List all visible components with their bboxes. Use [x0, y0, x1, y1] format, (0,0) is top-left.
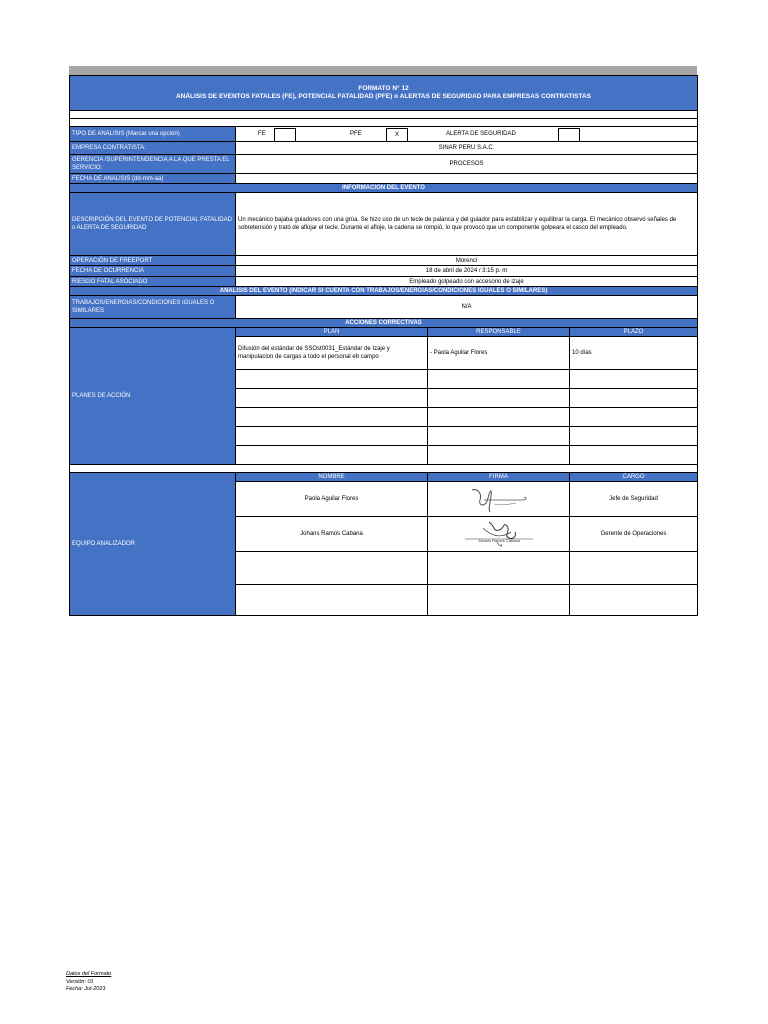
title-row: [70, 76, 698, 111]
planes-accion-label: PLANES DE ACCIÓN: [70, 328, 236, 465]
descripcion-value: Un mecánico bajaba guiadores con una grúa. Se hizo uso de un tecle de palanca y del guiador para estabilizar y equilibrar la carga. El mecánico observó señales de sobretensión y trató de aflojar el tecle. Durante el afloje, la cadena se rompió, lo que provocó que un componente golpeara el casco del empleado.: [236, 193, 698, 256]
plazo-cell: 10 días: [570, 337, 698, 370]
plan-cell: [236, 446, 428, 465]
analisis-evento-title: ANALISIS DEL EVENTO (INDICAR SI CUENTA CON TRABAJOS/ENERGIAS/CONDICIONES IGUALES O SIMILARES): [70, 287, 698, 296]
signature-stamp-image: [459, 518, 539, 550]
fe-checkbox[interactable]: [274, 128, 296, 142]
equipo-analizador-label: EQUIPO ANALIZADOR: [70, 473, 236, 616]
gerencia-label: GERENCIA /SUPERINTENDENCIA A LA QUE PRESTA EL SERVICIO:: [70, 155, 236, 174]
plazo-cell: [570, 370, 698, 389]
analisis-evento-label: TRABAJOS/ENERGIAS/CONDICIONES IGUALES O SIMILARES: [70, 296, 236, 319]
col-plazo: PLAZO: [570, 328, 698, 337]
form-title: FORMATO N° 12 ANÁLISIS DE EVENTOS FATALES (FE), POTENCIAL FATALIDAD (PFE) o ALERTAS DE SEGURIDAD PARA EMPRESAS CONTRATISTAS: [70, 76, 698, 111]
nombre-cell: Johans Ramos Cabana: [236, 517, 428, 552]
fecha-ocurrencia-value: 18 de abril de 2024 / 3:15 p. m: [236, 266, 698, 277]
signature-image: [464, 484, 534, 514]
blank-row: [70, 465, 698, 473]
pfe-checkbox[interactable]: X: [386, 128, 408, 142]
responsable-cell: [428, 446, 570, 465]
riesgo-row: [70, 277, 698, 287]
tipo-analisis-options: [236, 127, 698, 142]
equipo-colheader-row: [70, 473, 698, 482]
analisis-evento-value: N/A: [236, 296, 698, 319]
plazo-cell: [570, 408, 698, 427]
responsable-cell: [428, 370, 570, 389]
plan-cell: [236, 408, 428, 427]
informacion-evento-title: INFORMACION DEL EVENTO: [70, 184, 698, 193]
signature-stamp-text: Johans Ramos Cabana: [477, 538, 520, 543]
analisis-evento-header: [70, 287, 698, 296]
col-nombre: NOMBRE: [236, 473, 428, 482]
plazo-cell: [570, 446, 698, 465]
plazo-cell: [570, 389, 698, 408]
plazo-cell: [570, 427, 698, 446]
tipo-analisis-row: [70, 127, 698, 142]
acciones-header: [70, 319, 698, 328]
form-sheet: [69, 66, 697, 616]
alerta-checkbox[interactable]: [558, 128, 580, 142]
fecha-ocurrencia-label: FECHA DE OCURRENCIA: [70, 266, 236, 277]
col-firma: FIRMA: [428, 473, 570, 482]
fecha-ocurrencia-row: [70, 266, 698, 277]
responsable-cell: [428, 427, 570, 446]
form-table: [69, 75, 698, 616]
descripcion-row: [70, 193, 698, 256]
firma-cell: [428, 552, 570, 585]
fecha-analisis-row: [70, 174, 698, 184]
empresa-row: [70, 142, 698, 155]
alerta-option-label: ALERTA DE SEGURIDAD: [446, 131, 516, 137]
firma-cell: [428, 585, 570, 616]
footer-version: Versión: 01: [66, 978, 94, 985]
tipo-analisis-label: TIPO DE ANALISIS (Marcar una opción): [70, 127, 236, 142]
footer-title: Datos del Formato: [66, 971, 112, 977]
cargo-cell: [570, 552, 698, 585]
cargo-cell: [570, 585, 698, 616]
riesgo-label: RIESGO FATAL ASOCIADO: [70, 277, 236, 287]
firma-cell: [428, 517, 570, 552]
col-cargo: CARGO: [570, 473, 698, 482]
plan-cell: [236, 370, 428, 389]
gerencia-row: [70, 155, 698, 174]
empresa-label: EMPRESA CONTRATISTA:: [70, 142, 236, 155]
pfe-option-label: PFE: [350, 131, 362, 137]
fecha-analisis-value: [236, 174, 698, 184]
blank-row: [70, 119, 698, 127]
fe-option-label: FE: [258, 131, 266, 137]
firma-cell: [428, 482, 570, 517]
informacion-evento-header: [70, 184, 698, 193]
analisis-evento-row: [70, 296, 698, 319]
operacion-row: [70, 256, 698, 266]
nombre-cell: [236, 585, 428, 616]
descripcion-label: DESCRIPCIÓN DEL EVENTO DE POTENCIAL FATALIDAD o ALERTA DE SEGURIDAD: [70, 193, 236, 256]
operacion-label: OPERACIÓN DE FREEPORT: [70, 256, 236, 266]
acciones-colheader-row: [70, 328, 698, 337]
acciones-title: ACCIONES CORRECTIVAS: [70, 319, 698, 328]
nombre-cell: [236, 552, 428, 585]
gerencia-value: PROCESOS: [236, 155, 698, 174]
cargo-cell: Jefe de Seguridad: [570, 482, 698, 517]
responsable-cell: - Paola Aguilar Flores: [428, 337, 570, 370]
form-footer: [66, 971, 111, 994]
top-gray-bar: [69, 66, 697, 75]
plan-cell: [236, 389, 428, 408]
operacion-value: Morenci: [236, 256, 698, 266]
blank-row: [70, 111, 698, 119]
cargo-cell: Gerente de Operaciones: [570, 517, 698, 552]
footer-date: Fecha: Jul-2023: [66, 986, 106, 992]
plan-cell: Difusión del estándar de SSOst0031_Estándar de Izaje y manipulacion de cargas a todo el personal eb campo: [236, 337, 428, 370]
fecha-analisis-label: FECHA DE ANALISIS (dd-mm-aa): [70, 174, 236, 184]
col-plan: PLAN: [236, 328, 428, 337]
riesgo-value: Empleado golpeado con accesorio de izaje: [236, 277, 698, 287]
empresa-value: SINAR PERU S.A.C.: [236, 142, 698, 155]
col-responsable: RESPONSABLE: [428, 328, 570, 337]
responsable-cell: [428, 389, 570, 408]
responsable-cell: [428, 408, 570, 427]
plan-cell: [236, 427, 428, 446]
nombre-cell: Paola Aguilar Flores: [236, 482, 428, 517]
